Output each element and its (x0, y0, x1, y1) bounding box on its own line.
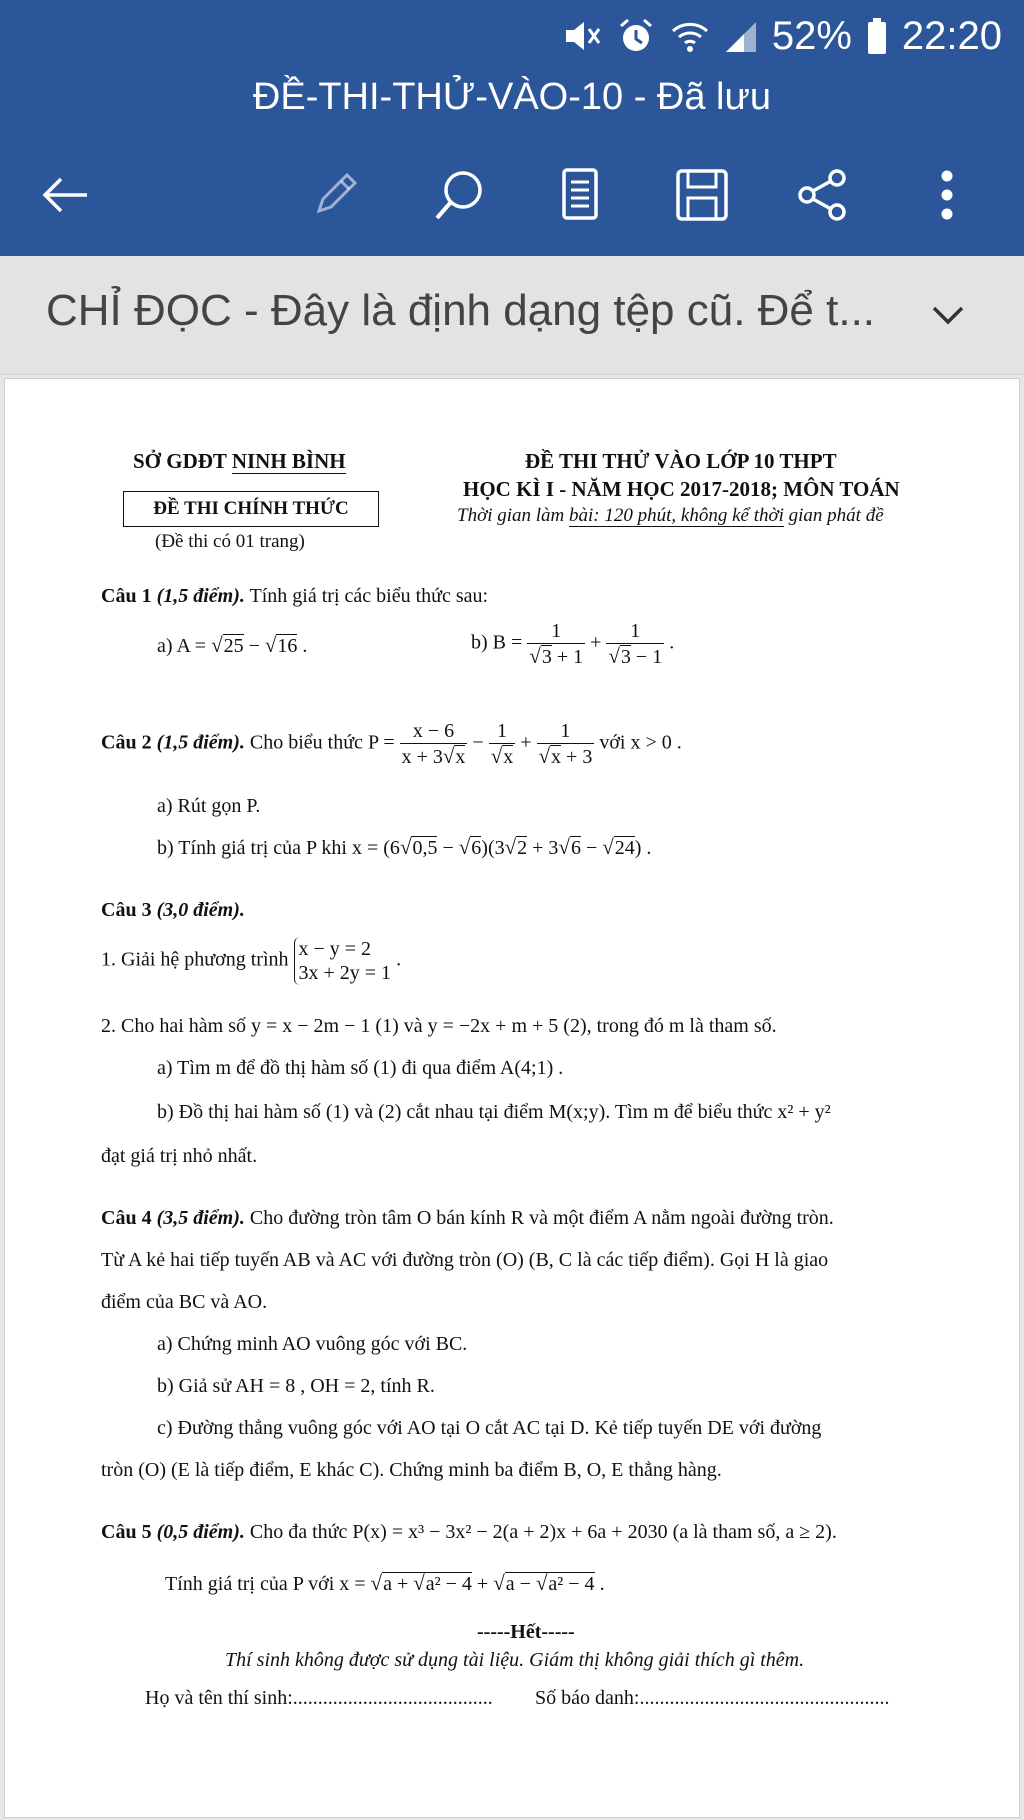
q3-part-2: 2. Cho hai hàm số y = x − 2m − 1 (1) và y = −2x + m + 5 (2), trong đó m là tham số. (101, 1015, 777, 1037)
save-icon (673, 166, 731, 224)
save-button[interactable] (667, 160, 737, 230)
candidate-id-line: Số báo danh:.................................................. (535, 1687, 890, 1709)
exam-title: ĐỀ THI THỬ VÀO LỚP 10 THPT (525, 449, 837, 473)
more-options-button[interactable] (912, 160, 982, 230)
search-button[interactable] (425, 160, 495, 230)
chevron-down-icon[interactable] (928, 298, 968, 332)
toolbar (0, 150, 1024, 240)
end-marker: -----Hết----- (477, 1621, 575, 1643)
q4-part-c: c) Đường thẳng vuông góc với AO tại O cắt AC tại D. Kẻ tiếp tuyến DE với đường (157, 1417, 822, 1439)
app-header (0, 0, 1024, 256)
clock-time: 22:20 (901, 13, 1002, 58)
q3-part-1: 1. Giải hệ phương trình x − y = 2 3x + 2y = 1 . (101, 938, 402, 984)
battery-percent: 52% (771, 13, 852, 58)
q3-prompt: Câu 3 (3,0 điểm). (101, 899, 245, 921)
q4-part-a: a) Chứng minh AO vuông góc với BC. (157, 1333, 468, 1355)
back-button[interactable] (30, 160, 100, 230)
q3-part-2b: b) Đồ thị hai hàm số (1) và (2) cắt nhau tại điểm M(x;y). Tìm m để biểu thức x² + y² (157, 1101, 831, 1123)
q5-prompt: Câu 5 (0,5 điểm). Cho đa thức P(x) = x³ − 3x² − 2(a + 2)x + 6a + 2030 (a là tham số, a ≥ 2). (101, 1521, 837, 1543)
reading-view-icon (556, 166, 604, 224)
q3-part-2a: a) Tìm m để đồ thị hàm số (1) đi qua điểm A(4;1) . (157, 1057, 564, 1079)
q1-part-a: a) A = √25 − √16 . (157, 633, 308, 657)
q4-prompt: Câu 4 (3,5 điểm). Cho đường tròn tâm O bán kính R và một điểm A nằm ngoài đường tròn. (101, 1207, 834, 1229)
q4-part-b: b) Giả sử AH = 8 , OH = 2, tính R. (157, 1375, 435, 1397)
q4-part-c-cont: tròn (O) (E là tiếp điểm, E khác C). Chứng minh ba điểm B, O, E thẳng hàng. (101, 1459, 722, 1481)
share-button[interactable] (787, 160, 857, 230)
edit-pencil-icon (307, 167, 363, 223)
wifi-icon (670, 16, 710, 56)
pages-note: (Đề thi có 01 trang) (155, 531, 305, 552)
alarm-icon (616, 16, 656, 56)
document-page (4, 378, 1020, 1818)
exam-subtitle: HỌC KÌ I - NĂM HỌC 2017-2018; MÔN TOÁN (463, 477, 900, 501)
q4-line-2: Từ A kẻ hai tiếp tuyến AB và AC với đường tròn (O) (B, C là các tiếp điểm). Gọi H là giao (101, 1249, 829, 1271)
battery-icon (866, 16, 888, 56)
edit-button[interactable] (300, 160, 370, 230)
document-title: ĐỀ-THI-THỬ-VÀO-10 - Đã lưu (252, 76, 772, 118)
q2-part-a: a) Rút gọn P. (157, 795, 261, 817)
more-options-icon (937, 166, 957, 224)
official-exam-box: ĐỀ THI CHÍNH THỨC (123, 491, 379, 527)
exam-duration: Thời gian làm bài: 120 phút, không kể thời gian phát đề (457, 505, 884, 526)
signal-icon (724, 16, 758, 56)
readonly-banner-text: CHỈ ĐỌC - Đây là định dạng tệp cũ. Để t... (46, 286, 876, 335)
q2-prompt: Câu 2 (1,5 điểm). Cho biểu thức P = $\frac{x - 6}{x + 3√x}$ − $\frac{1}{√x}$ + $\frac{1}{√x + 3}$ với x > 0 . (101, 720, 682, 768)
footer-note: Thí sinh không được sử dụng tài liệu. Giám thị không giải thích gì thêm. (225, 1649, 805, 1671)
q1-part-b: b) B = $\frac{1}{√3 + 1}$ + $\frac{1}{√3 - 1}$ . (471, 620, 675, 668)
q2-part-b: b) Tính giá trị của P khi x = (6√0,5 − √6)(3√2 + 3√6 − √24) . (157, 835, 652, 859)
department-name: SỞ GDĐT NINH BÌNH (133, 449, 346, 473)
readonly-banner[interactable] (0, 256, 1024, 375)
search-icon (431, 166, 489, 224)
mute-icon (562, 16, 602, 56)
reading-view-button[interactable] (545, 160, 615, 230)
q4-line-3: điểm của BC và AO. (101, 1291, 268, 1313)
share-icon (793, 166, 851, 224)
status-bar (0, 0, 1024, 72)
q1-prompt: Câu 1 (1,5 điểm). Tính giá trị các biểu thức sau: (101, 585, 489, 607)
candidate-name-line: Họ và tên thí sinh:........................................ (145, 1687, 493, 1709)
back-arrow-icon (37, 167, 93, 223)
q3-part-2b-cont: đạt giá trị nhỏ nhất. (101, 1145, 258, 1167)
q5-line-2: Tính giá trị của P với x = √a + √a² − 4 + √a − √a² − 4 . (165, 1571, 605, 1595)
